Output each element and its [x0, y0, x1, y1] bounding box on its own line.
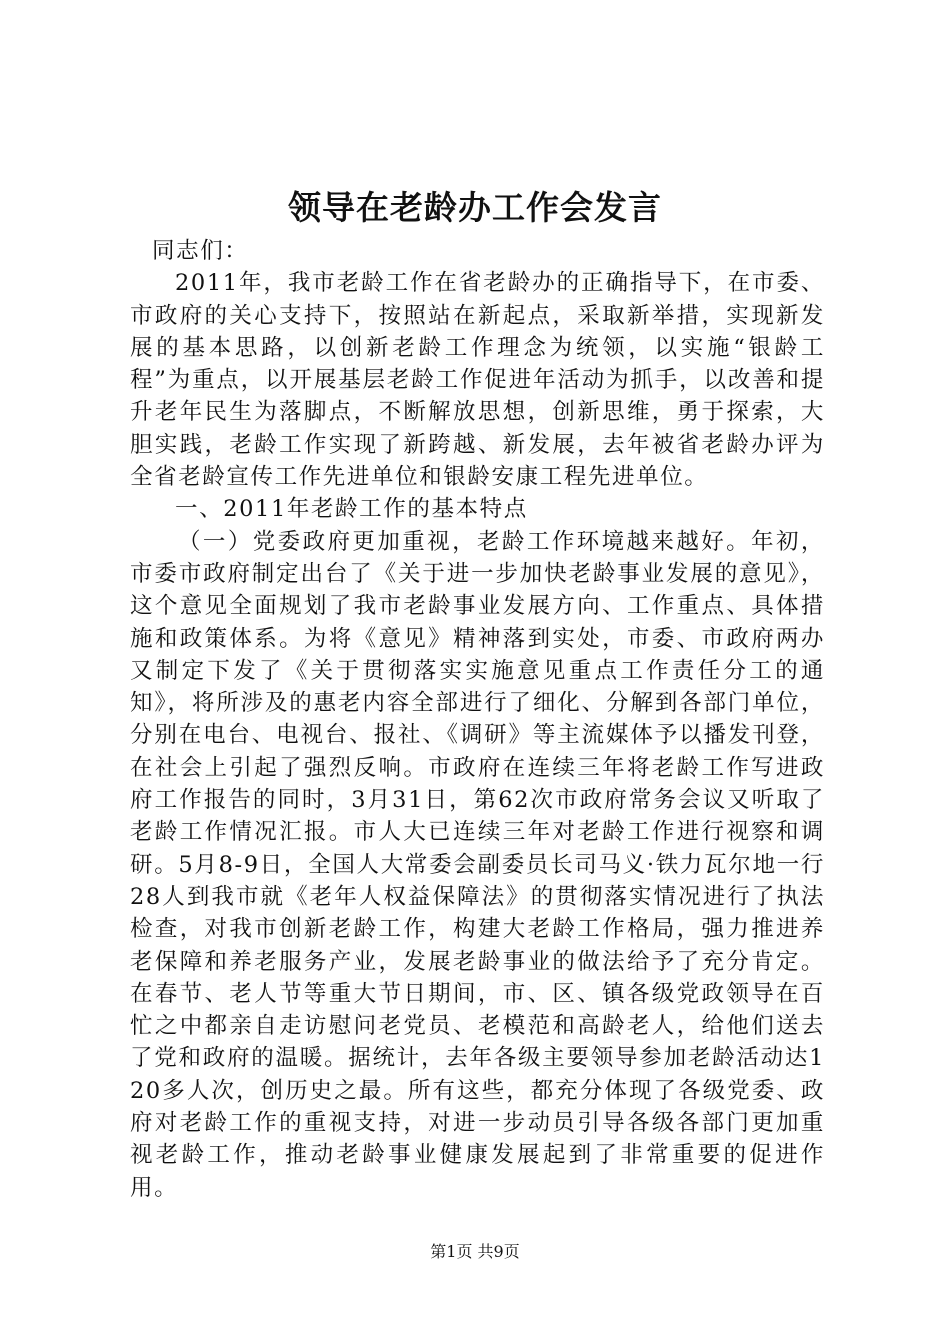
document-title: 领导在老龄办工作会发言: [288, 188, 662, 227]
document-body: [130, 235, 825, 1204]
page-footer: 第1页 共9页: [430, 1242, 520, 1261]
intro-paragraph: 2011年，我市老龄工作在省老龄办的正确指导下，在市委、市政府的关心支持下，按照站在新起点，采取新举措，实现新发展的基本思路，以创新老龄工作理念为统领，以实施“银龄工程”为重点，以开展基层老龄工作促进年活动为抓手，以改善和提升老年民生为落脚点，不断解放思想，创新思维，勇于探索，大胆实践，老龄工作实现了新跨越、新发展，去年被省老龄办评为全省老龄宣传工作先进单位和银龄安康工程先进单位。: [130, 270, 825, 491]
salutation: 同志们：: [152, 238, 249, 264]
section-heading: 一、2011年老龄工作的基本特点: [175, 496, 528, 523]
subsection-paragraph: （一）党委政府更加重视，老龄工作环境越来越好。年初，市委市政府制定出台了《关于进一步加快老龄事业发展的意见》，这个意见全面规划了我市老龄事业发展方向、工作重点、具体措施和政策体系。为将《意见》精神落到实处，市委、市政府两办又制定下发了《关于贯彻落实实施意见重点工作责任分工的通知》，将所涉及的惠老内容全部进行了细化、分解到各部门单位，分别在电台、电视台、报社、《调研》等主流媒体予以播发刊登，在社会上引起了强烈反响。市政府在连续三年将老龄工作写进政府工作报告的同时，3月31日，第62次市政府常务会议又听取了老龄工作情况汇报。市人大已连续三年对老龄工作进行视察和调研。5月8-9日，全国人大常委会副委员长司马义·铁力瓦尔地一行28人到我市就《老年人权益保障法》的贯彻落实情况进行了执法检查，对我市创新老龄工作，构建大老龄工作格局，强力推进养老保障和养老服务产业，发展老龄事业的做法给予了充分肯定。在春节、老人节等重大节日期间，市、区、镇各级党政领导在百忙之中都亲自走访慰问老党员、老模范和高龄老人，给他们送去了党和政府的温暖。据统计，去年各级主要领导参加老龄活动达120多人次，创历史之最。所有这些，都充分体现了各级党委、政府对老龄工作的重视支持，对进一步动员引导各级各部门更加重视老龄工作，推动老龄事业健康发展起到了非常重要的促进作用。: [130, 528, 825, 1201]
